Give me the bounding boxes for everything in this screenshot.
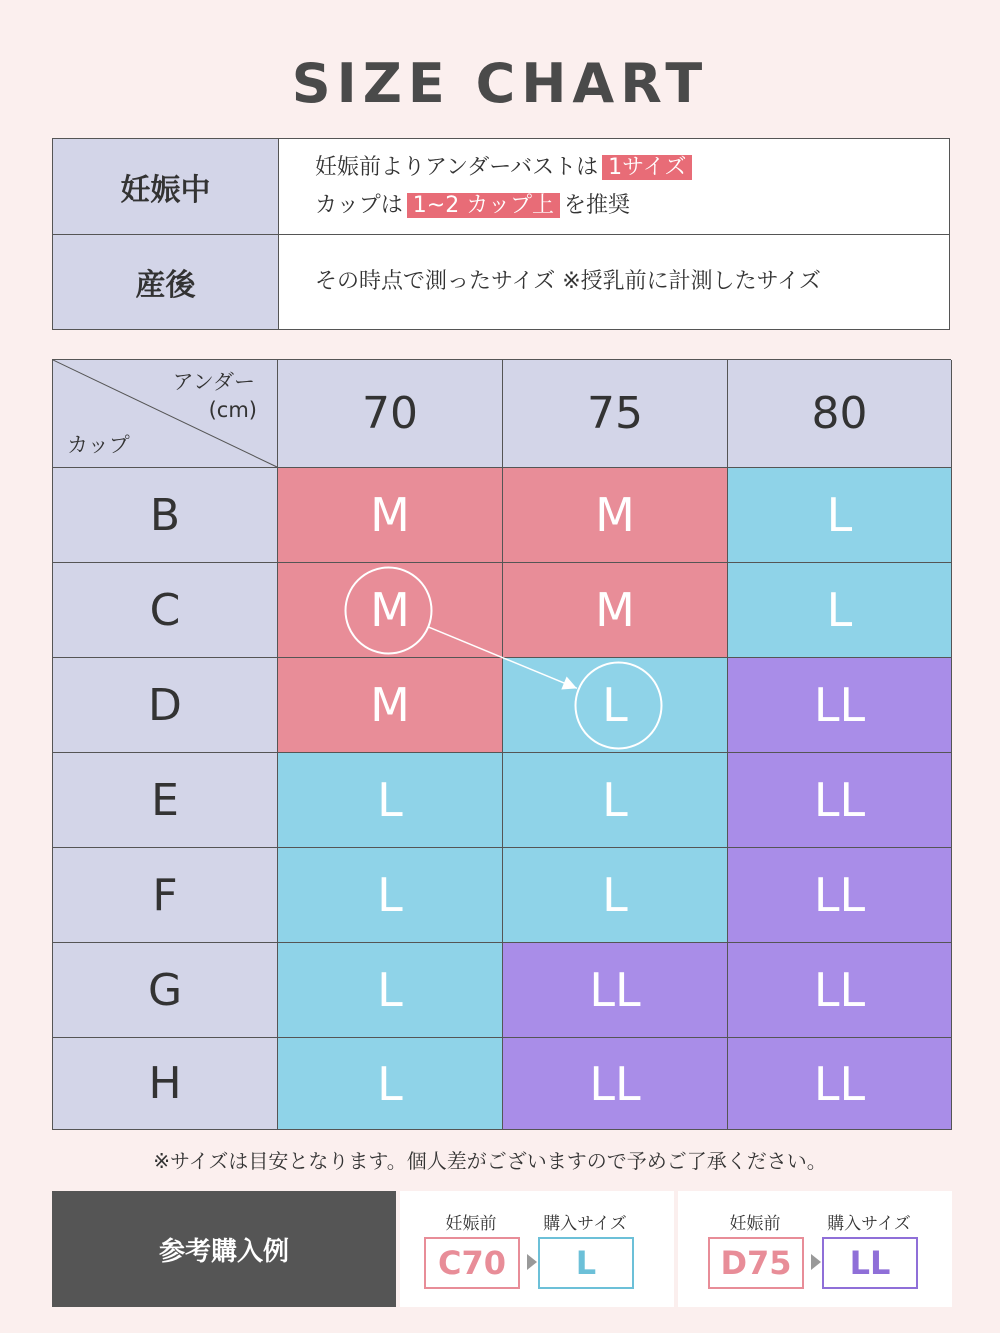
highlight-one-size: 1サイズ: [602, 155, 692, 180]
size-cell-C70: M: [278, 563, 503, 658]
row-header-D: D: [53, 658, 278, 753]
size-cell-F75: L: [503, 848, 728, 943]
size-cell-H75: LL: [503, 1038, 728, 1130]
pregnant-label: 妊娠中: [53, 139, 279, 234]
size-cell-H70: L: [278, 1038, 503, 1130]
arrow-right-icon: [527, 1254, 537, 1270]
row-header-C: C: [53, 563, 278, 658]
row-header-B: B: [53, 468, 278, 563]
size-cell-G70: L: [278, 943, 503, 1038]
example-2-before-size: D75: [708, 1237, 804, 1289]
example-2-after-size: LL: [822, 1237, 918, 1289]
example-1-before-size: C70: [424, 1237, 520, 1289]
example-2-before-caption: 妊娠前: [729, 1214, 781, 1234]
size-cell-D70: M: [278, 658, 503, 753]
corner-unit-label: (cm): [208, 398, 257, 422]
example-1-after-size: L: [538, 1237, 634, 1289]
examples-label: 参考購入例: [52, 1191, 396, 1307]
size-cell-B75: M: [503, 468, 728, 563]
size-cell-E75: L: [503, 753, 728, 848]
maternity-info-table: [52, 138, 950, 330]
size-cell-C80: L: [728, 563, 952, 658]
pregnant-row: [53, 139, 949, 235]
example-card-1: [400, 1191, 674, 1307]
column-header-80: 80: [728, 360, 952, 468]
size-cell-E70: L: [278, 753, 503, 848]
column-header-70: 70: [278, 360, 503, 468]
corner-header: [53, 360, 278, 468]
column-header-75: 75: [503, 360, 728, 468]
row-header-E: E: [53, 753, 278, 848]
size-cell-F80: LL: [728, 848, 952, 943]
example-2-after-caption: 購入サイズ: [827, 1214, 911, 1234]
pregnant-line2-text: カップは: [315, 192, 403, 218]
size-cell-G75: LL: [503, 943, 728, 1038]
postpartum-text: その時点で測ったサイズ ※授乳前に計測したサイズ: [315, 269, 821, 294]
highlight-cup-up: 1~2 カップ上: [407, 193, 560, 218]
row-header-H: H: [53, 1038, 278, 1130]
arrow-right-icon: [811, 1254, 821, 1270]
size-cell-H80: LL: [728, 1038, 952, 1130]
size-cell-D80: LL: [728, 658, 952, 753]
postpartum-row: [53, 235, 949, 329]
example-1-before-caption: 妊娠前: [445, 1214, 497, 1234]
size-chart-grid: [52, 359, 951, 1130]
size-note: ※サイズは目安となります。個人差がございますので予めご了承ください。: [153, 1149, 827, 1173]
size-cell-B70: M: [278, 468, 503, 563]
postpartum-label: 産後: [53, 235, 279, 329]
size-cell-C75: M: [503, 563, 728, 658]
pregnant-line2-suffix: を推奨: [563, 192, 630, 218]
pregnant-line1-text: 妊娠前よりアンダーバストは: [315, 154, 599, 180]
corner-cup-label: カップ: [67, 433, 130, 457]
size-cell-B80: L: [728, 468, 952, 563]
row-header-G: G: [53, 943, 278, 1038]
size-cell-D75: L: [503, 658, 728, 753]
size-cell-E80: LL: [728, 753, 952, 848]
example-1-after-caption: 購入サイズ: [543, 1214, 627, 1234]
pregnant-text: [315, 139, 949, 234]
example-card-2: [678, 1191, 952, 1307]
page-title: SIZE CHART: [291, 52, 709, 115]
row-header-F: F: [53, 848, 278, 943]
size-cell-G80: LL: [728, 943, 952, 1038]
size-cell-F70: L: [278, 848, 503, 943]
corner-under-label: アンダー: [172, 370, 255, 394]
